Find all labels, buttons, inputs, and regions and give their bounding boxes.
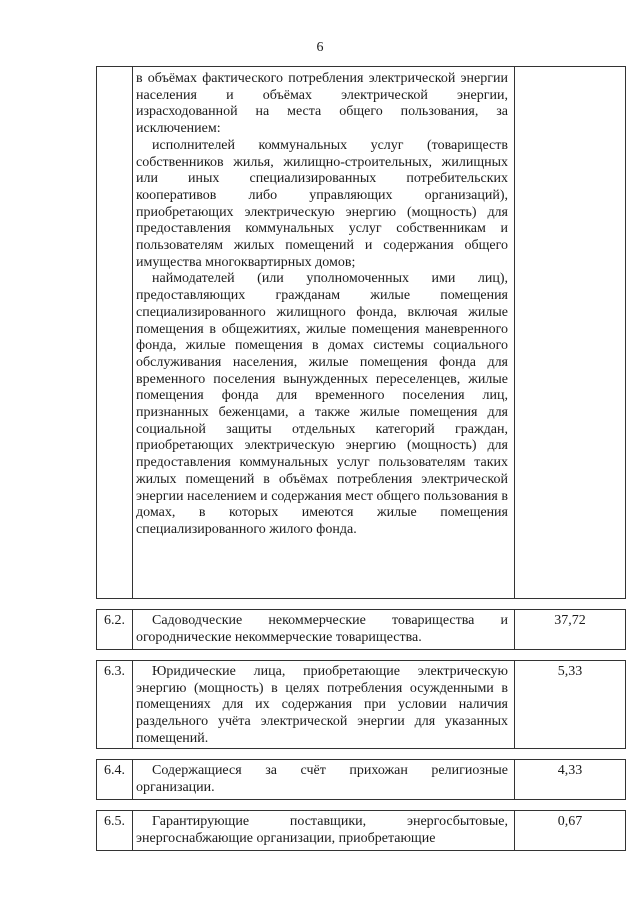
value-cell	[515, 67, 626, 599]
row-number: 6.2.	[97, 610, 133, 650]
row-value: 4,33	[515, 760, 626, 800]
table-row	[97, 760, 626, 800]
description-cell	[133, 67, 515, 599]
table-row	[97, 610, 626, 650]
table-row-continued	[97, 67, 626, 599]
row-number: 6.3.	[97, 661, 133, 749]
row-number-cell	[97, 67, 133, 599]
row-value: 37,72	[515, 610, 626, 650]
row-description: Садоводческие некоммерческие товарищества и огороднические некоммерческие товарищества.	[133, 610, 515, 650]
paragraph-exception-2: наймодателей (или уполномоченных ими лиц), предоставляющих гражданам жилые помещения специализированного жилищного фонда, включая жилые помещения в общежитиях, жилые помещения маневренного фонда, жилые помещения в домах системы социального обслуживания населения, жилые помещения фонда для временного поселения вынужденных переселенцев, жилые помещения фонда для временного поселения лиц, признанных беженцами, а также жилые помещения для социальной защиты отдельных категорий граждан, приобретающих электрическую энергию (мощность) для предоставления коммунальных услуг пользователям таких жилых помещений в объёмах потребления электрической энергии населением и содержания мест общего пользования в домах, в которых имеются жилые помещения специализированного жилого фонда.	[136, 271, 508, 537]
row-value: 5,33	[515, 661, 626, 749]
paragraph-intro: в объёмах фактического потребления электрической энергии населения и объёмах электрической энергии, израсходованной на места общего пользования, за исключением:	[136, 71, 508, 137]
page-number: 6	[316, 40, 324, 55]
row-value: 0,67	[515, 811, 626, 851]
row-description: Юридические лица, приобретающие электрическую энергию (мощность) в целях потребления осужденными в помещениях для их содержания при условии наличия раздельного учёта электрической энергии для указанных помещений.	[133, 661, 515, 749]
row-number: 6.4.	[97, 760, 133, 800]
table-row	[97, 661, 626, 749]
paragraph-exception-1: исполнителей коммунальных услуг (товариществ собственников жилья, жилищно-строительных, жилищных или иных специализированных потребительских кооперативов либо управляющих организаций), приобретающих электрическую энергию (мощность) для предоставления коммунальных услуг собственникам и пользователям жилых помещений и содержания общего имущества многоквартирных домов;	[136, 137, 508, 270]
table-row	[97, 811, 626, 851]
row-description: Содержащиеся за счёт прихожан религиозные организации.	[133, 760, 515, 800]
row-description: Гарантирующие поставщики, энергосбытовые, энергоснабжающие организации, приобретающие	[133, 811, 515, 851]
row-number: 6.5.	[97, 811, 133, 851]
tariff-table	[96, 66, 626, 851]
